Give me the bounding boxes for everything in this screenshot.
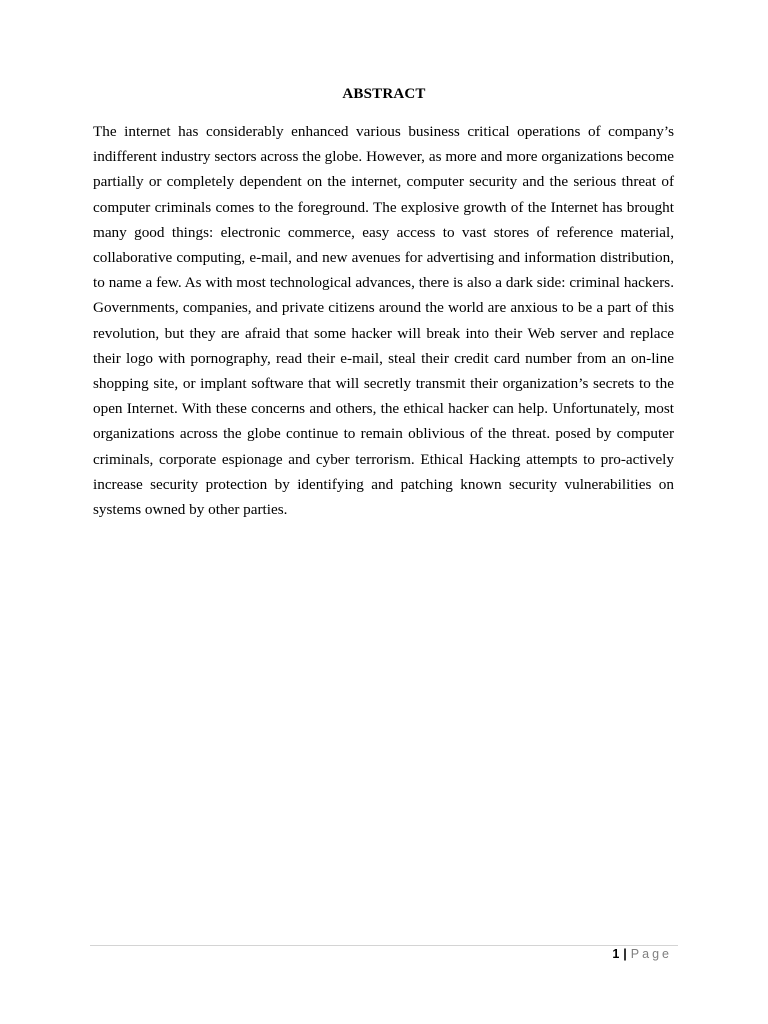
page-title: ABSTRACT [342,86,426,102]
page-label: Page [630,947,672,961]
footer-divider [90,945,678,946]
page-number: 1 [612,947,620,961]
abstract-paragraph: The internet has considerably enhanced various business critical operations of company’s indifferent industry sectors across the globe. However, as more and more organizations become partially or completely dependent on the internet, computer security and the serious threat of computer criminals comes to the foreground. The explosive growth of the Internet has brought many good things: electronic commerce, easy access to vast stores of reference material, collaborative computing, e-mail, and new avenues for advertising and information distribution, to name a few. As with most technological advances, there is also a dark side: criminal hackers. Governments, companies, and private citizens around the world are anxious to be a part of this revolution, but they are afraid that some hacker will break into their Web server and replace their logo with pornography, read their e-mail, steal their credit card number from an on-line shopping site, or implant software that will secretly transmit their organization’s secrets to the open Internet. With these concerns and others, the ethical hacker can help. Unfortunately, most organizations across the globe continue to remain oblivious of the threat. posed by computer criminals, corporate espionage and cyber terrorism. Ethical Hacking attempts to pro-actively increase security protection by identifying and patching known security vulnerabilities on systems owned by other parties. [93,123,674,519]
page-footer [612,947,672,961]
footer-separator: | [623,947,627,961]
